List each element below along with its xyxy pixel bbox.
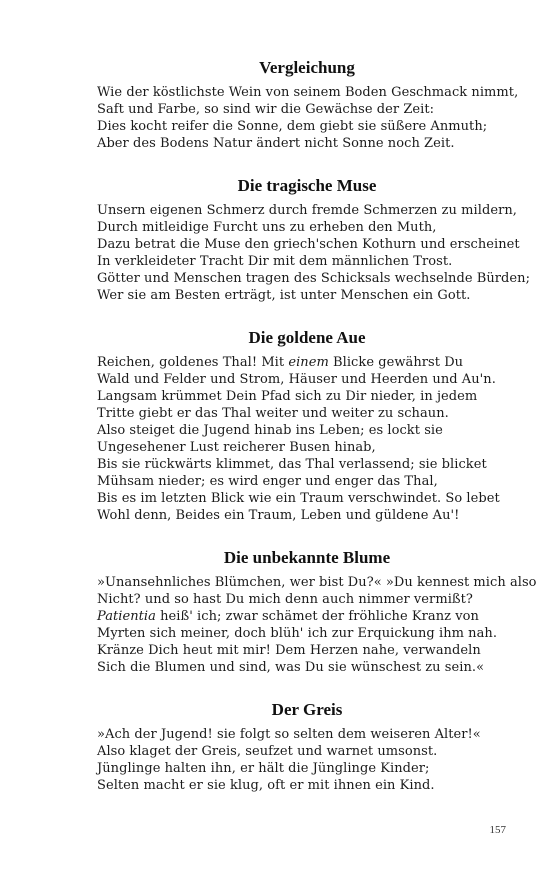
poem-line: In verkleideter Tracht Dir mit dem männlichen Trost. [97, 254, 453, 269]
poem-title: Die tragische Muse [237, 176, 377, 195]
poem-line: »Unansehnliches Blümchen, wer bist Du?« »Du kennest mich also [97, 575, 537, 590]
poem-title: Die unbekannte Blume [223, 548, 391, 567]
page-content [97, 56, 537, 794]
poem-line: »Ach der Jugend! sie folgt so selten dem weiseren Alter!« [97, 727, 481, 742]
poem-line: Unsern eigenen Schmerz durch fremde Schmerzen zu mildern, [97, 203, 517, 218]
poem-line: Saft und Farbe, so sind wir die Gewächse der Zeit: [97, 102, 435, 117]
poem-line: Durch mitleidige Furcht uns zu erheben den Muth, [97, 220, 437, 235]
poem-vergleichung [97, 56, 517, 152]
poem-die-tragische-muse [97, 174, 531, 304]
poem-line: Wald und Felder und Strom, Häuser und Heerden und Au'n. [97, 372, 496, 387]
poem-line: Kränze Dich heut mit mir! Dem Herzen nahe, verwandeln [97, 643, 481, 658]
line-text: heiß' ich; zwar schämet der fröhliche Kranz von [155, 609, 479, 624]
line-text: Reichen, goldenes Thal! Mit [97, 355, 289, 370]
poem-line [97, 354, 517, 371]
poem-line: Ungesehener Lust reicherer Busen hinab, [97, 440, 376, 455]
poem-line: Bis sie rückwärts klimmet, das Thal verlassend; sie blicket [97, 457, 487, 472]
poem-line: Mühsam nieder; es wird enger und enger das Thal, [97, 474, 438, 489]
poem-line [97, 608, 517, 625]
poem-title: Vergleichung [259, 58, 355, 77]
poem-line: Dies kocht reifer die Sonne, dem giebt sie süßere Anmuth; [97, 119, 488, 134]
poem-line: Bis es im letzten Blick wie ein Traum verschwindet. So lebet [97, 491, 500, 506]
emphasized-word: einem [288, 355, 329, 370]
poem-line: Myrten sich meiner, doch blüh' ich zur Erquickung ihm nah. [97, 626, 498, 641]
line-text: Blicke gewährst Du [328, 355, 464, 370]
poem-die-unbekannte-blume [97, 546, 537, 676]
poem-die-goldene-aue [97, 326, 517, 524]
poem-line: Aber des Bodens Natur ändert nicht Sonne noch Zeit. [97, 136, 455, 151]
poem-title: Die goldene Aue [248, 328, 366, 347]
poem-line: Wer sie am Besten erträgt, ist unter Menschen ein Gott. [97, 288, 471, 303]
poem-line: Langsam krümmet Dein Pfad sich zu Dir nieder, in jedem [97, 389, 478, 404]
poem-line: Wohl denn, Beides ein Traum, Leben und güldene Au'! [97, 508, 460, 523]
poem-line: Nicht? und so hast Du mich denn auch nimmer vermißt? [97, 592, 473, 607]
page-number: 157 [489, 824, 506, 836]
poem-line: Tritte giebt er das Thal weiter und weiter zu schaun. [97, 406, 449, 421]
poem-line: Sich die Blumen und sind, was Du sie wünschest zu sein.« [97, 660, 485, 675]
poem-line: Selten macht er sie klug, oft er mit ihnen ein Kind. [97, 778, 435, 793]
poem-line: Götter und Menschen tragen des Schicksals wechselnde Bürden; [97, 271, 531, 286]
poem-line: Jünglinge halten ihn, er hält die Jünglinge Kinder; [97, 761, 430, 776]
poem-line: Dazu betrat die Muse den griech'schen Kothurn und erscheinet [97, 237, 520, 252]
poem-der-greis [97, 698, 517, 794]
poem-line: Wie der köstlichste Wein von seinem Boden Geschmack nimmt, [97, 85, 519, 100]
poem-title: Der Greis [271, 700, 343, 719]
emphasized-word: Patientia [97, 609, 156, 624]
poem-line: Also klaget der Greis, seufzet und warnet umsonst. [97, 744, 438, 759]
poem-line: Also steiget die Jugend hinab ins Leben; es lockt sie [97, 423, 443, 438]
